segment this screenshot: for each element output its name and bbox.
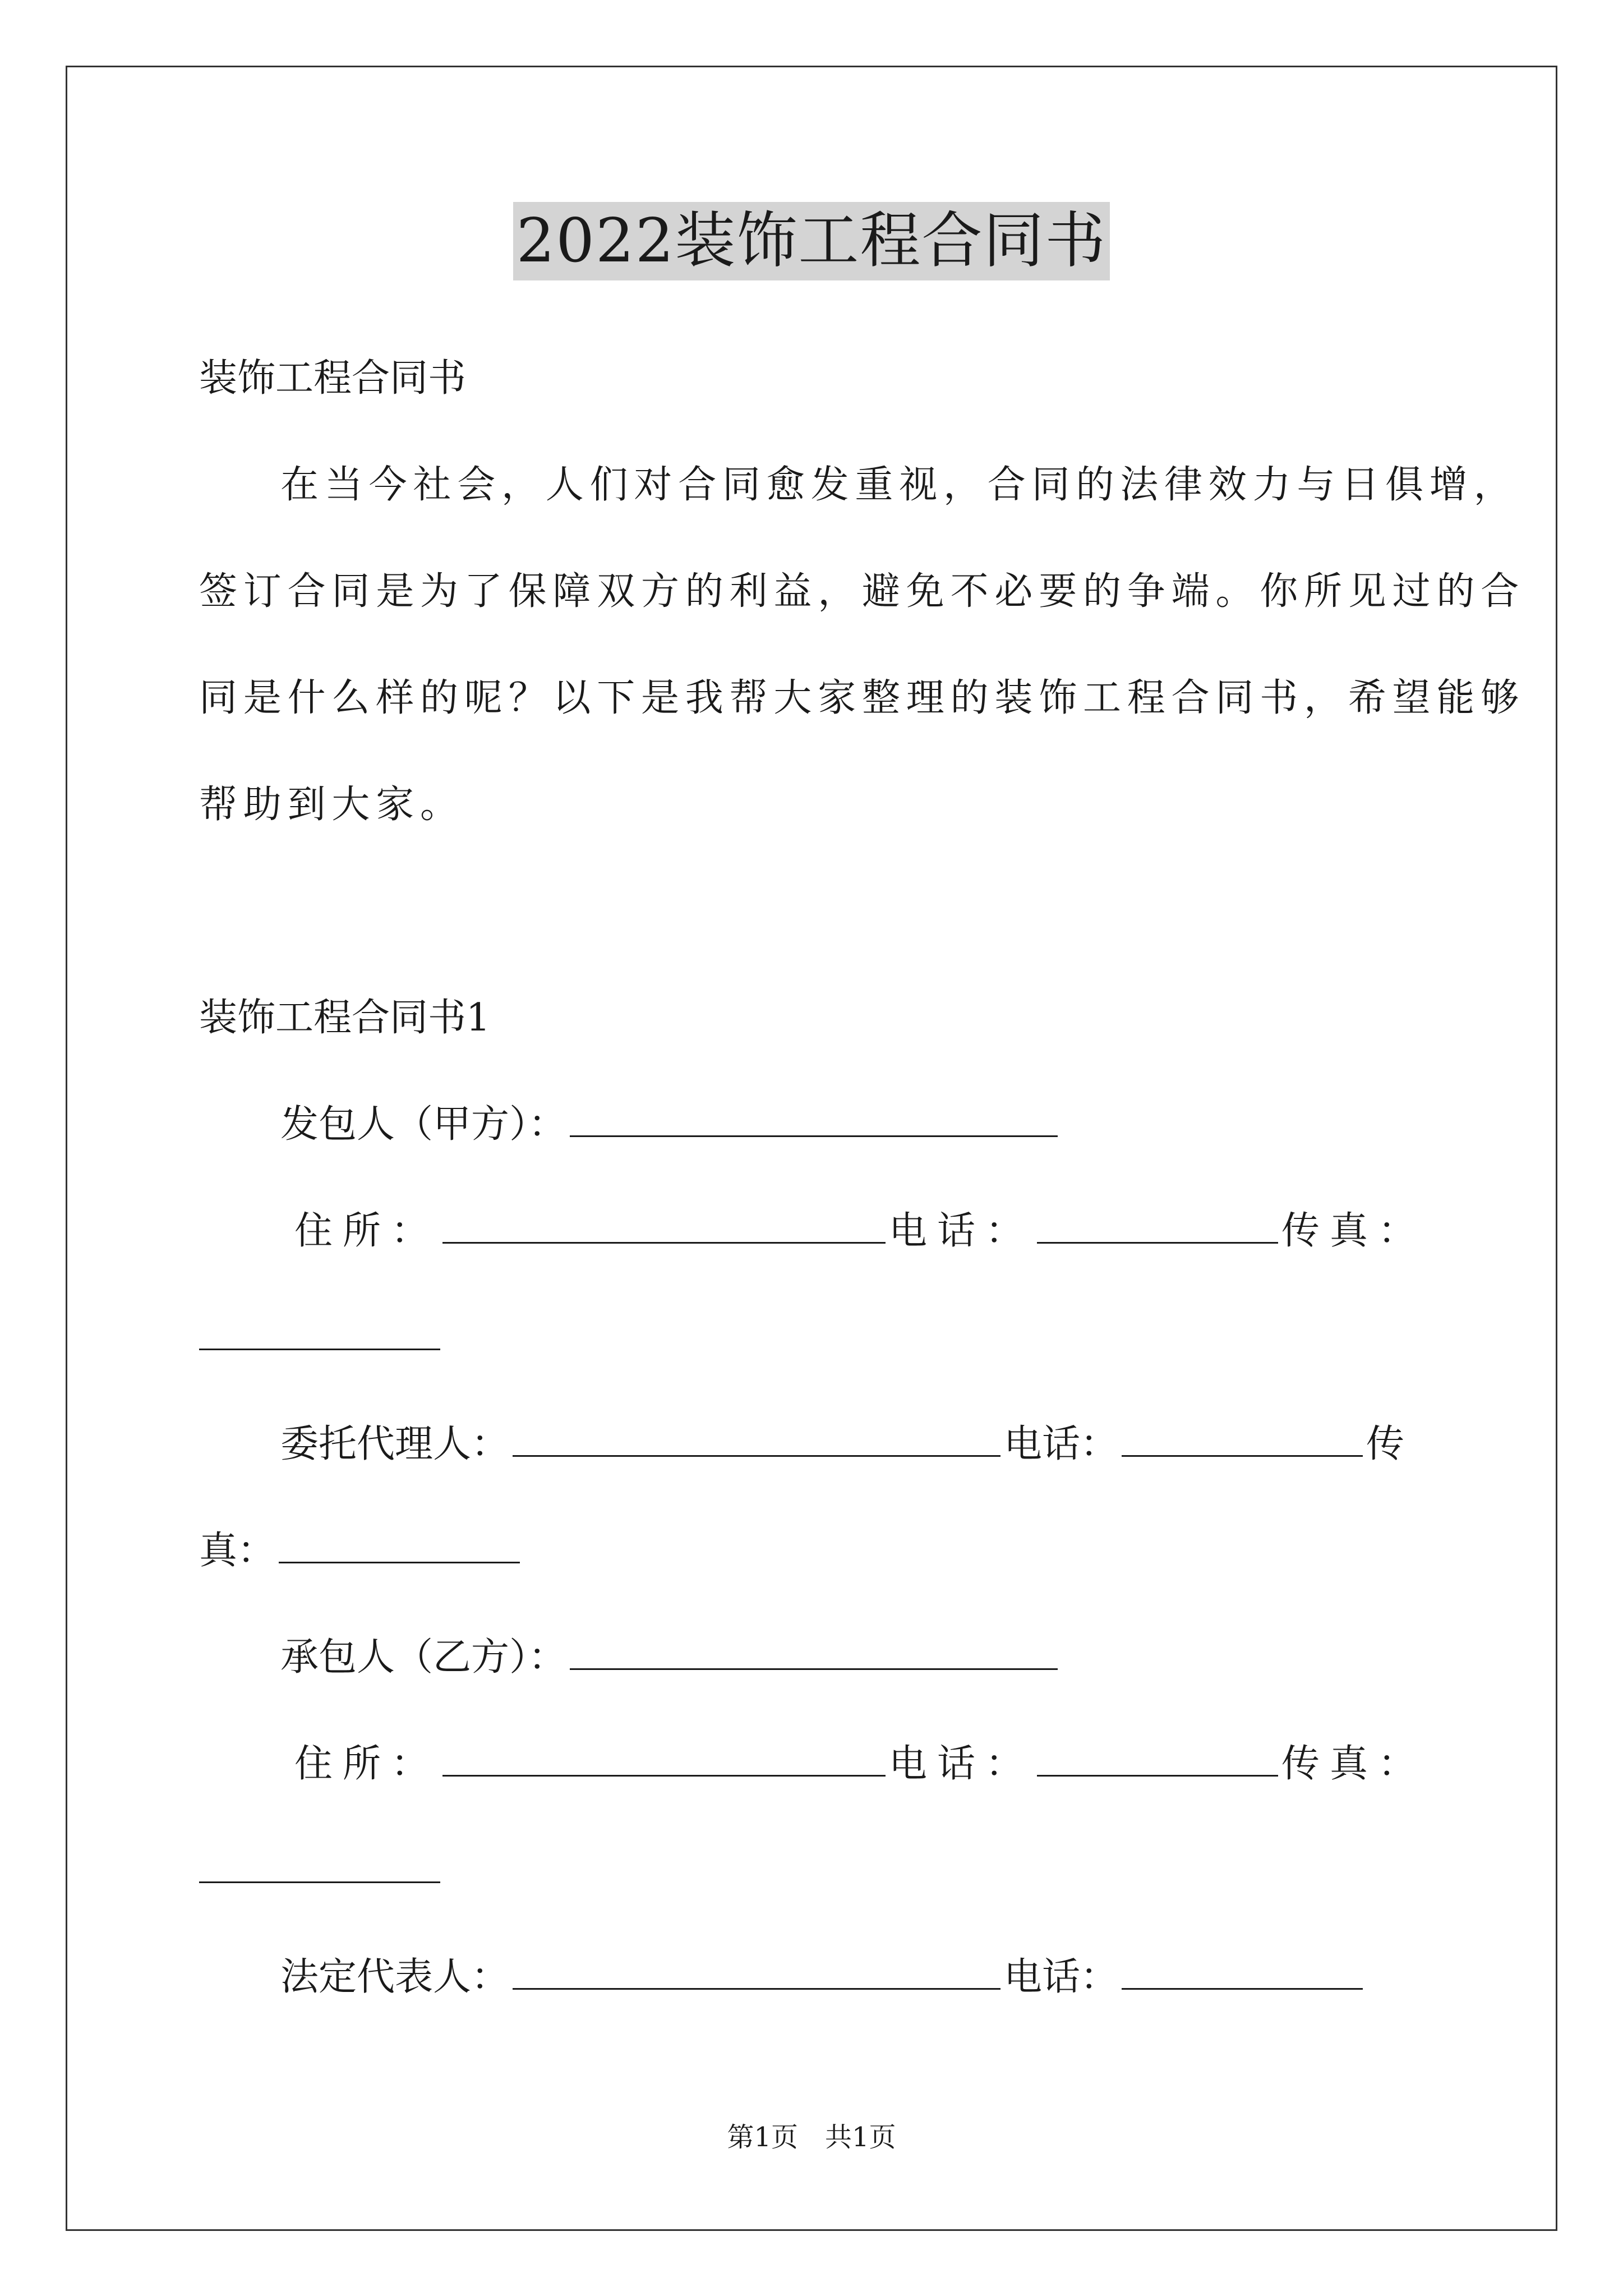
legal-phone-blank <box>1122 1953 1363 1990</box>
agent-phone-label: 电话： <box>1004 1422 1119 1466</box>
address-a-row <box>294 1206 1426 1257</box>
party-a-label: 发包人（甲方）： <box>280 1102 567 1147</box>
agent-fax-blank <box>279 1527 520 1563</box>
party-a-blank <box>570 1101 1058 1137</box>
address-b-label: 住所： <box>294 1742 440 1786</box>
party-a-row <box>280 1099 1061 1150</box>
document-subtitle: 装饰工程合同书 <box>199 356 467 401</box>
phone-a-label: 电话： <box>889 1209 1034 1253</box>
agent-fax-label-part1: 传 <box>1366 1422 1405 1466</box>
legal-rep-row <box>280 1952 1366 2003</box>
fax-b-blank-row <box>199 1846 444 1896</box>
address-a-label: 住所： <box>294 1209 440 1253</box>
fax-a-label: 传真： <box>1281 1209 1427 1253</box>
fax-a-blank-row <box>199 1313 444 1363</box>
address-b-blank <box>442 1740 886 1777</box>
phone-a-blank <box>1037 1207 1278 1244</box>
title-text: 2022装饰工程合同书 <box>513 202 1110 280</box>
agent-fax-row <box>199 1526 523 1576</box>
phone-b-blank <box>1037 1740 1278 1777</box>
address-a-blank <box>442 1207 886 1244</box>
legal-rep-label: 法定代表人： <box>280 1955 510 1999</box>
section-heading: 装饰工程合同书1 <box>199 996 491 1040</box>
fax-b-blank <box>199 1847 440 1883</box>
intro-line-3: 同是什么样的呢？以下是我帮大家整理的装饰工程合同书，希望能够 <box>199 676 1525 720</box>
agent-phone-blank <box>1122 1420 1363 1457</box>
phone-b-label: 电话： <box>889 1742 1034 1786</box>
fax-b-label: 传真： <box>1281 1742 1427 1786</box>
agent-row <box>280 1419 1404 1470</box>
fax-a-blank <box>199 1314 440 1350</box>
legal-rep-blank <box>513 1953 1000 1990</box>
intro-line-1: 在当今社会，人们对合同愈发重视，合同的法律效力与日俱增， <box>280 463 1518 507</box>
page-footer: 第1页 共1页 <box>727 2122 896 2153</box>
legal-phone-label: 电话： <box>1004 1955 1119 1999</box>
party-b-row <box>280 1632 1061 1683</box>
agent-fax-label-part2: 真： <box>199 1529 276 1573</box>
agent-label: 委托代理人： <box>280 1422 510 1466</box>
party-b-blank <box>570 1634 1058 1670</box>
intro-line-4: 帮助到大家。 <box>199 783 464 827</box>
party-b-label: 承包人（乙方）： <box>280 1635 567 1680</box>
intro-line-2: 签订合同是为了保障双方的利益，避免不必要的争端。你所见过的合 <box>199 569 1525 614</box>
address-b-row <box>294 1739 1426 1789</box>
agent-blank <box>513 1420 1000 1457</box>
document-title <box>0 202 1623 280</box>
